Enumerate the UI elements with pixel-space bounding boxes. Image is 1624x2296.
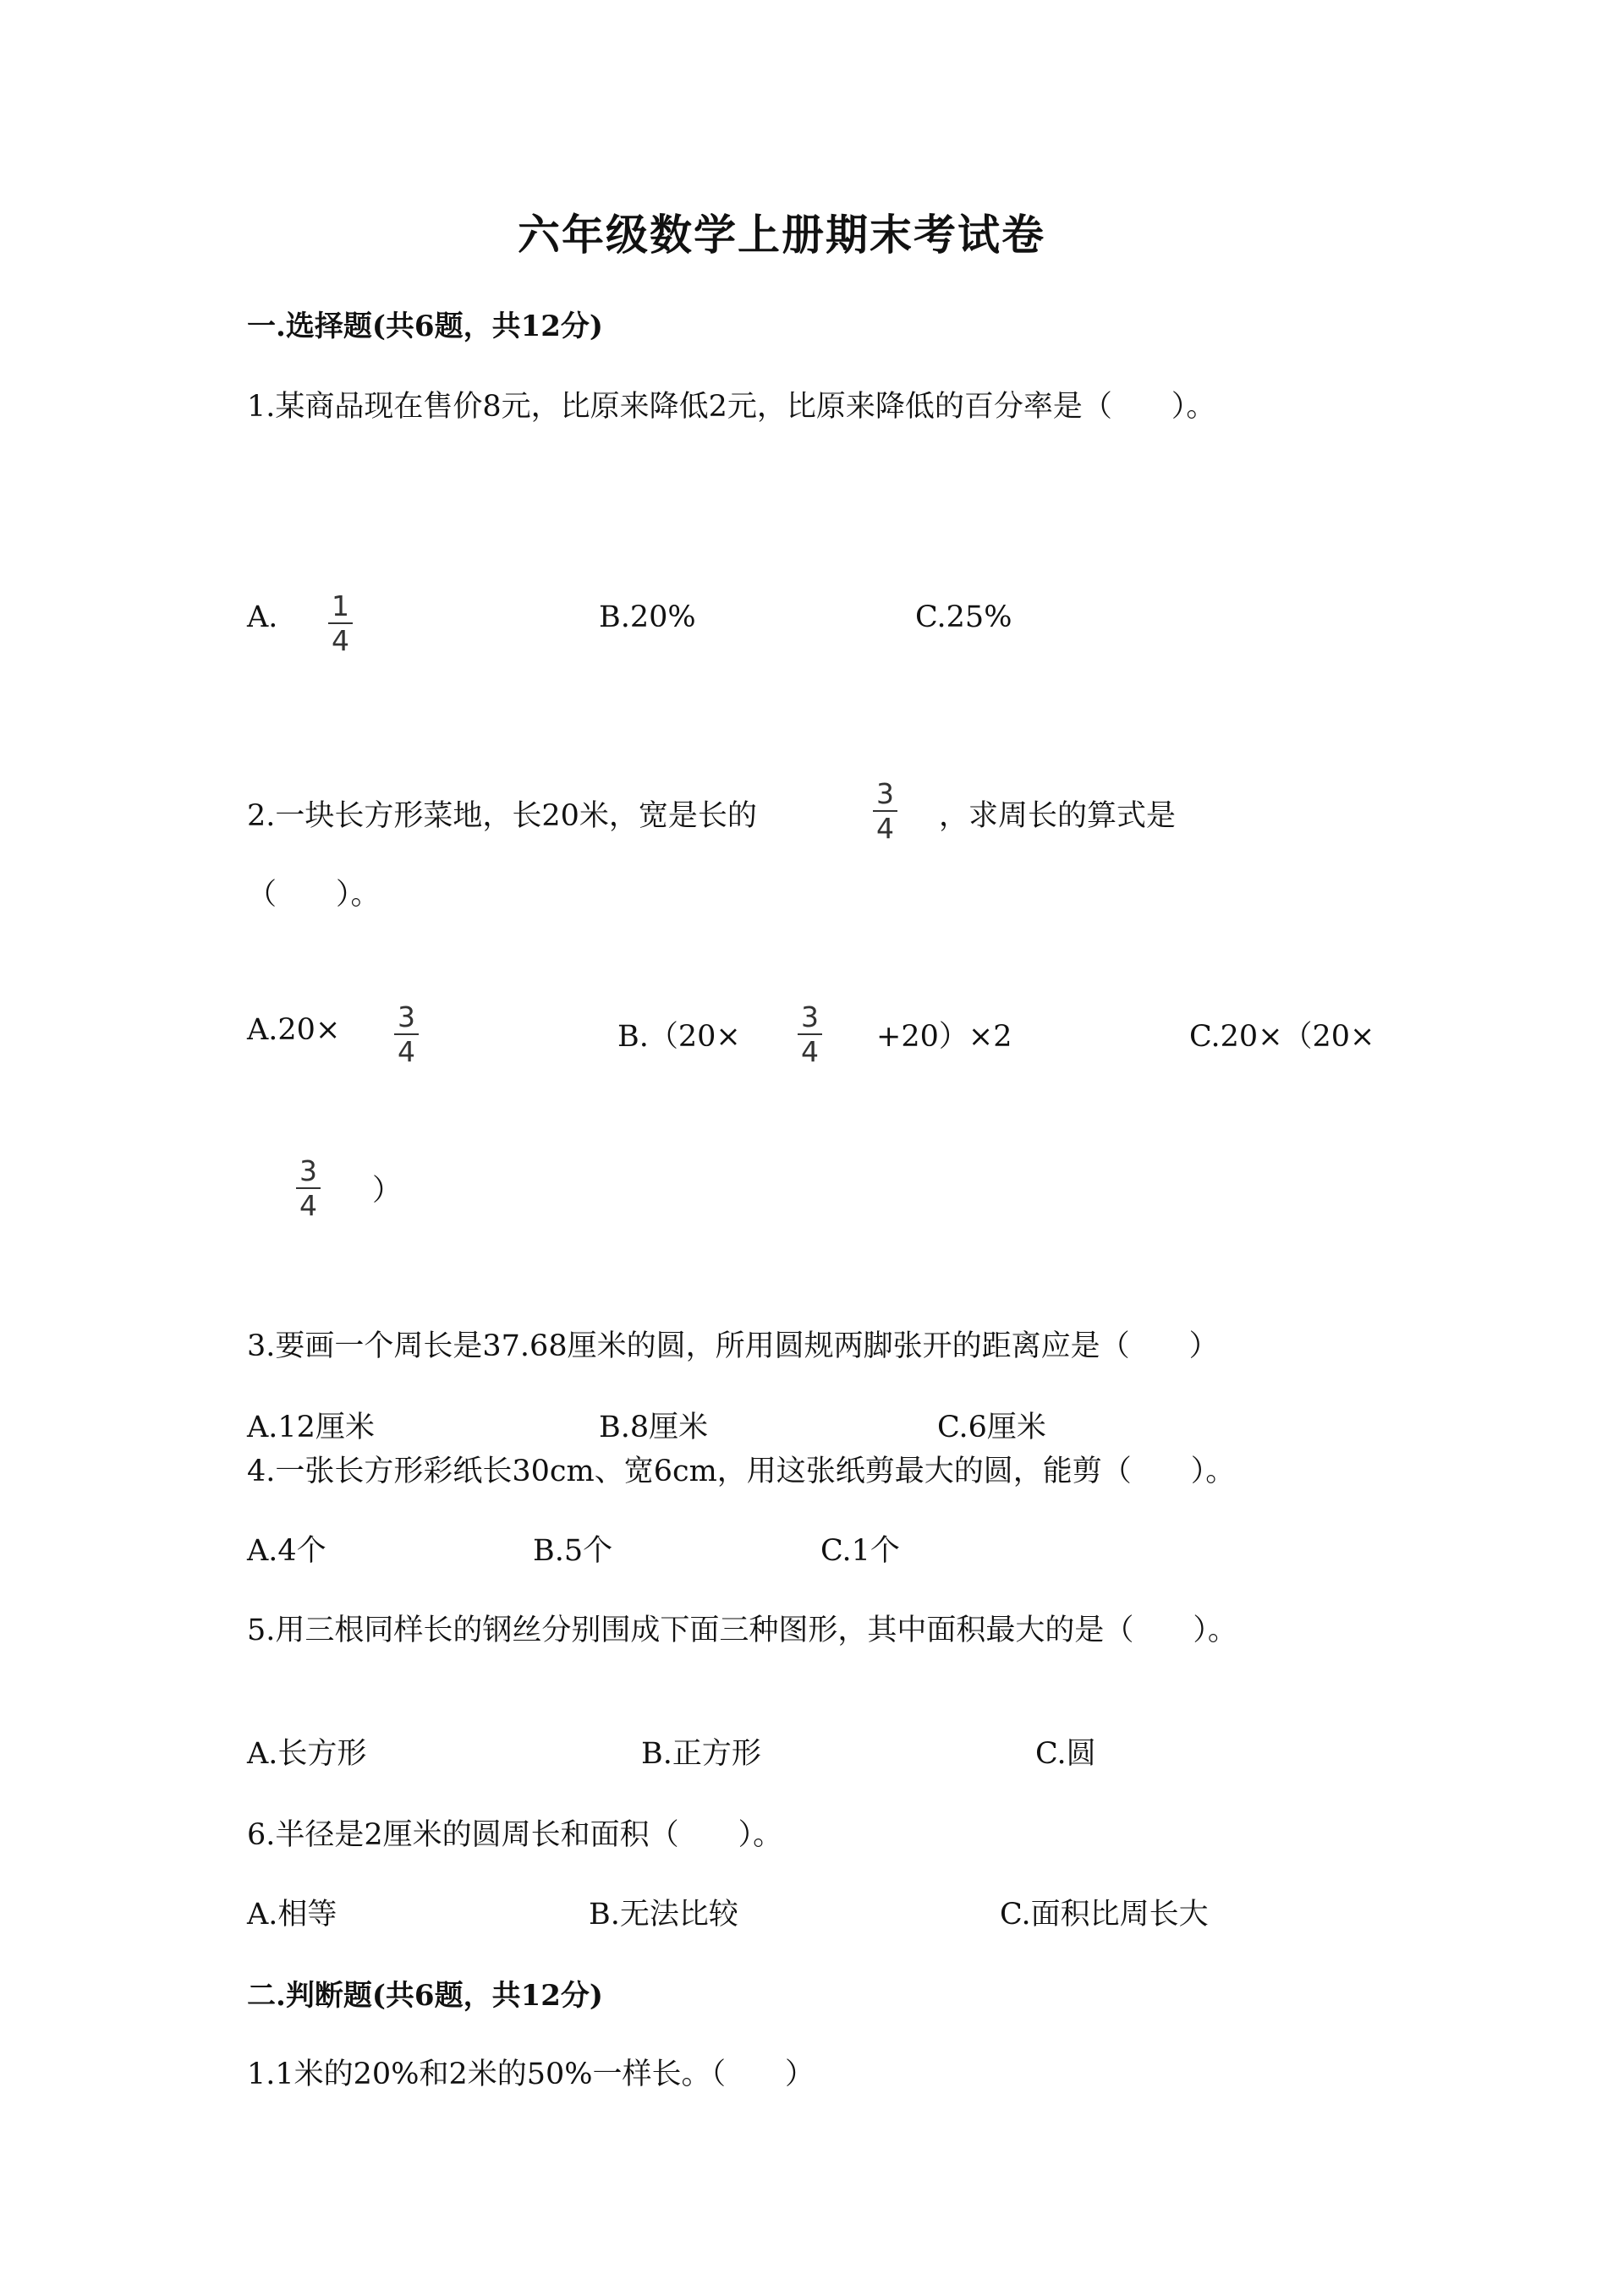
judgment-question-1-text: 1.1米的20%和2米的50%一样长。（ ） [247,2058,815,2091]
question-2-option-c: C.20×（20× [1189,1020,1375,1054]
question-6-option-b: B.无法比较 [589,1898,738,1932]
fraction-denominator: 4 [328,622,353,655]
question-2-option-b-suffix: +20）×2 [876,1020,1012,1054]
question-3-option-a: A.12厘米 [247,1411,375,1444]
question-1-option-a-fraction [328,589,353,657]
fraction-denominator: 4 [873,810,897,842]
question-2-text-after: ，求周长的算式是 [939,799,1177,833]
fraction-denominator: 4 [296,1187,321,1219]
question-2-option-c-fraction [296,1154,321,1222]
question-2-option-c-suffix: ） [372,1174,403,1208]
question-4-option-a: A.4个 [247,1534,326,1568]
question-6-text: 6.半径是2厘米的圆周长和面积（ ）。 [247,1818,783,1852]
question-2-text-line2: （ ）。 [247,878,381,912]
fraction-numerator: 1 [332,589,349,622]
question-4-option-c: C.1个 [820,1534,900,1568]
question-2-option-a-fraction [394,1000,419,1068]
question-4-text: 4.一张长方形彩纸长30cm、宽6cm，用这张纸剪最大的圆，能剪（ ）。 [247,1455,1236,1488]
question-3-option-b: B.8厘米 [599,1411,709,1444]
question-2-fraction [873,777,897,845]
fraction-denominator: 4 [798,1033,822,1066]
question-2-option-a: A.20× [247,1013,341,1047]
question-5-text: 5.用三根同样长的钢丝分别围成下面三种图形，其中面积最大的是（ ）。 [247,1614,1237,1647]
question-4-option-b: B.5个 [533,1534,613,1568]
question-3-text: 3.要画一个周长是37.68厘米的圆，所用圆规两脚张开的距离应是（ ） [247,1329,1219,1363]
question-2-text-before: 2.一块长方形菜地，长20米，宽是长的 [247,799,757,833]
question-6-option-a: A.相等 [247,1898,337,1932]
question-1-text: 1.某商品现在售价8元，比原来降低2元，比原来降低的百分率是（ ）。 [247,390,1216,424]
fraction-numerator: 3 [876,777,894,810]
question-3-option-c: C.6厘米 [937,1411,1046,1444]
question-1-option-a-label: A. [247,600,278,634]
section-2-heading: 二.判断题(共6题，共12分) [247,1979,603,2013]
section-1-heading: 一.选择题(共6题，共12分) [247,310,603,343]
question-5-option-a: A.长方形 [247,1737,367,1771]
fraction-numerator: 3 [398,1000,415,1033]
question-5-option-c: C.圆 [1035,1737,1096,1771]
question-6-option-c: C.面积比周长大 [1000,1898,1209,1932]
question-2-option-b: B.（20× [617,1020,741,1054]
question-1-option-c: C.25% [915,600,1012,634]
fraction-denominator: 4 [394,1033,419,1066]
page-title: 六年级数学上册期末考试卷 [518,210,1045,260]
question-5-option-b: B.正方形 [641,1737,761,1771]
fraction-numerator: 3 [299,1154,317,1187]
question-1-option-b: B.20% [599,600,696,634]
fraction-numerator: 3 [801,1000,819,1033]
question-2-option-b-fraction [798,1000,822,1068]
